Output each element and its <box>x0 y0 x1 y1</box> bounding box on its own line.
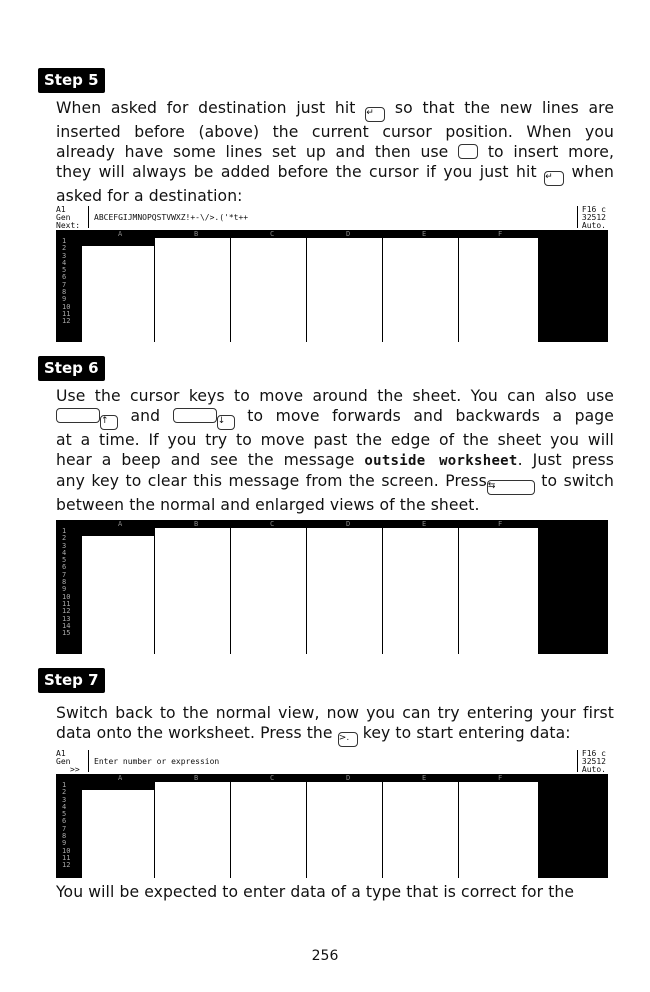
step-7-line-2b: key to start entering data: <box>362 724 571 742</box>
status-right: F16 c 32512 Auto. <box>581 205 606 230</box>
entry-key-icon: >. <box>338 732 358 747</box>
worksheet-grid: A B C D E F 1 2 3 4 5 6 7 8 9 10 11 12 <box>56 774 608 878</box>
page-number: 256 <box>311 948 339 964</box>
step-5-line-1b: so that the new lines are <box>394 99 615 117</box>
step-6-line-3: at a time. If you try to move past the edge of the sheet you will <box>56 431 614 449</box>
enter-key-icon: ↵ <box>544 171 564 186</box>
status-message: Enter number or expression <box>94 757 220 766</box>
worksheet-grid-enlarged: A B C D E F 1 2 3 4 5 6 7 8 9 10 11 12 13 14 15 <box>56 520 608 654</box>
step-5-line-3a: already have some lines set up and then use <box>56 143 449 161</box>
step-7-line-3: You will be expected to enter data of a type that is correct for the <box>56 883 575 901</box>
step-6-line-4a: hear a beep and see the message <box>56 451 355 469</box>
step-6-line-4b: . Just press <box>517 451 614 469</box>
step-5-line-2: inserted before (above) the current cursor position. When you <box>56 123 614 141</box>
status-message: ABCEFGIJMNOPQSTVWXZ!+-\/>.('*t++ <box>94 213 249 222</box>
worksheet-grid: A B C D E F 1 2 3 4 5 6 7 8 9 10 11 12 <box>56 230 608 342</box>
step-6-text <box>56 386 614 515</box>
step-7-badge: Step 7 <box>38 668 105 693</box>
status-left: A1 Gen Next: <box>56 205 81 230</box>
step-7-screen <box>56 750 608 878</box>
cursor-cell <box>82 528 154 536</box>
insert-key-icon <box>458 144 478 159</box>
step-7-continuation <box>56 882 614 902</box>
step-6-line-1: Use the cursor keys to move around the sheet. You can also use <box>56 387 614 405</box>
step-5-badge: Step 5 <box>38 68 105 93</box>
step-5-line-3b: to insert more, <box>487 143 615 161</box>
step-6-line-5a: any key to clear this message from the screen. Press <box>56 472 487 490</box>
step-5-screen <box>56 206 608 342</box>
status-right: F16 c 32512 Auto. <box>581 749 606 774</box>
step-5-line-1a: When asked for destination just hit <box>56 99 356 117</box>
outside-worksheet-message: outside worksheet <box>364 453 518 469</box>
step-7-line-1: Switch back to the normal view, now you can try entering your first <box>56 704 614 722</box>
step-6-line-2b: to move forwards and backwards a page <box>247 407 614 425</box>
enter-key-icon: ↵ <box>365 107 385 122</box>
step-6-line-5b: to switch <box>541 472 614 490</box>
step-5-line-5: asked for a destination: <box>56 187 243 205</box>
tab-key-icon: ⇆ <box>487 480 535 495</box>
step-7-text <box>56 703 614 747</box>
step-6-screen <box>56 520 608 654</box>
step-6-badge: Step 6 <box>38 356 105 381</box>
shift-key-icon <box>173 408 217 423</box>
down-arrow-key-icon: ↓ <box>217 415 235 430</box>
cursor-cell <box>82 238 154 246</box>
step-5-text <box>56 98 614 206</box>
shift-key-icon <box>56 408 100 423</box>
step-5-line-4b: when <box>571 163 614 181</box>
step-7-line-2a: data onto the worksheet. Press the <box>56 724 333 742</box>
step-6-line-2a: and <box>130 407 161 425</box>
status-left: A1 Gen >> <box>56 749 80 774</box>
step-6-line-6: between the normal and enlarged views of the sheet. <box>56 496 480 514</box>
up-arrow-key-icon: ↑ <box>100 415 118 430</box>
step-5-line-4a: they will always be added before the cursor if you just hit <box>56 163 537 181</box>
cursor-cell <box>82 782 154 790</box>
